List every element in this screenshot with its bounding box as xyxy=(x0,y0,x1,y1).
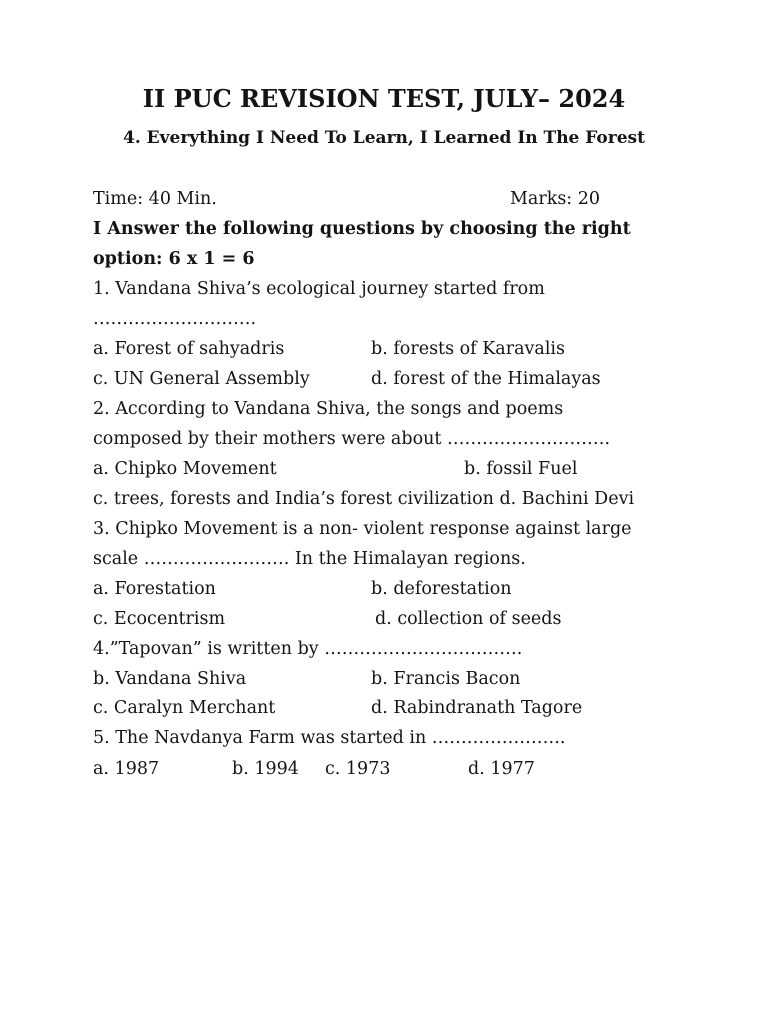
question-2-text: 2. According to Vandana Shiva, the songs and poems xyxy=(93,399,564,419)
question-5-option-a: a. 1987 xyxy=(93,759,160,779)
question-4-option-c: c. Caralyn Merchant xyxy=(93,698,276,718)
question-2-option-c-d: c. trees, forests and India’s forest civilization d. Bachini Devi xyxy=(93,489,635,509)
question-1-option-c: c. UN General Assembly xyxy=(93,369,310,389)
question-2-option-b: b. fossil Fuel xyxy=(464,459,578,479)
question-3-option-d: d. collection of seeds xyxy=(375,609,562,629)
question-3-text-cont: scale ……………………. In the Himalayan regions. xyxy=(93,549,526,569)
section-instruction-line1: I Answer the following questions by choosing the right xyxy=(93,219,631,239)
time-label: Time: 40 Min. xyxy=(93,189,217,209)
question-3-option-c: c. Ecocentrism xyxy=(93,609,226,629)
question-3-option-a: a. Forestation xyxy=(93,579,216,599)
question-1-text: 1. Vandana Shiva’s ecological journey started from xyxy=(93,279,545,299)
question-1-option-b: b. forests of Karavalis xyxy=(371,339,565,359)
question-4-text: 4.”Tapovan” is written by ……………………………. xyxy=(93,639,523,659)
question-3-option-b: b. deforestation xyxy=(371,579,512,599)
page-title: II PUC REVISION TEST, JULY– 2024 xyxy=(142,84,626,113)
question-5-text: 5. The Navdanya Farm was started in ………………….. xyxy=(93,728,566,748)
question-3-text: 3. Chipko Movement is a non- violent response against large xyxy=(93,519,632,539)
question-5-option-d: d. 1977 xyxy=(468,759,535,779)
question-4-option-d: d. Rabindranath Tagore xyxy=(371,698,583,718)
question-2-option-a: a. Chipko Movement xyxy=(93,459,277,479)
question-4-option-b: b. Francis Bacon xyxy=(371,669,521,689)
question-1-option-a: a. Forest of sahyadris xyxy=(93,339,285,359)
question-4-option-a: b. Vandana Shiva xyxy=(93,669,247,689)
question-1-blank: ………………………. xyxy=(93,309,257,329)
section-instruction-line2: option: 6 x 1 = 6 xyxy=(93,249,255,269)
lesson-subtitle: 4. Everything I Need To Learn, I Learned In The Forest xyxy=(123,128,645,148)
meta-row xyxy=(93,188,217,210)
question-5-option-b: b. 1994 xyxy=(232,759,299,779)
marks-label: Marks: 20 xyxy=(510,189,601,209)
question-2-text-cont: composed by their mothers were about ………………………. xyxy=(93,429,611,449)
question-1-option-d: d. forest of the Himalayas xyxy=(371,369,601,389)
question-5-option-c: c. 1973 xyxy=(325,759,391,779)
